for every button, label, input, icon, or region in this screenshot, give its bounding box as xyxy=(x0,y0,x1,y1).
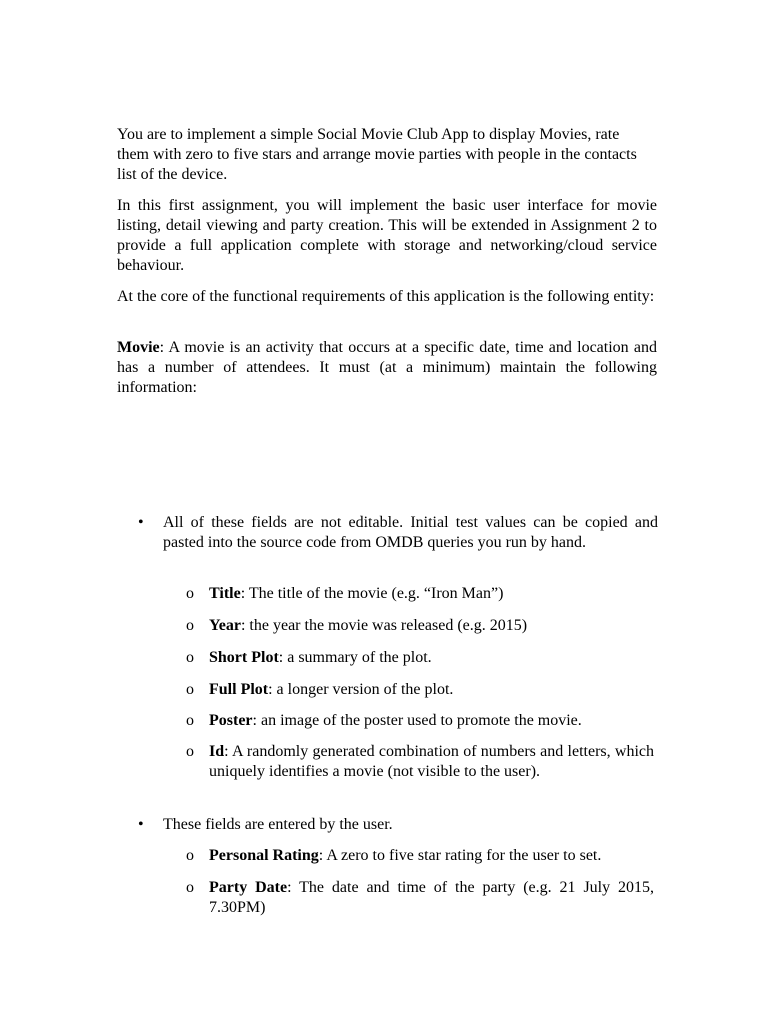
field-text xyxy=(209,680,654,700)
field-item-poster xyxy=(186,711,654,731)
field-item-year xyxy=(186,616,654,636)
field-text xyxy=(209,711,654,731)
field-text xyxy=(209,846,654,866)
assignment-paragraph: In this first assignment, you will implement the basic user interface for movie listing, detail viewing and party creation. This will be extended in Assignment 2 to provide a full application complete with storage and networking/cloud service behaviour. xyxy=(117,197,657,274)
intro-paragraph: You are to implement a simple Social Movie Club App to display Movies, rate them with zero to five stars and arrange movie parties with people in the contacts list of the device. xyxy=(117,126,637,183)
field-item-personal-rating xyxy=(186,846,654,866)
field-item-id xyxy=(186,742,654,782)
field-item-short-plot xyxy=(186,648,654,668)
field-description: : A zero to five star rating for the user to set. xyxy=(318,847,602,864)
field-term: Title xyxy=(209,585,241,602)
field-item-party-date xyxy=(186,878,654,918)
field-description: : A randomly generated combination of numbers and letters, which uniquely identifies a movie (not visible to the user). xyxy=(209,743,654,780)
field-term: Poster xyxy=(209,712,253,729)
field-description: : a longer version of the plot. xyxy=(268,681,454,698)
sub-bullet-icon: o xyxy=(186,649,194,666)
sub-bullet-icon: o xyxy=(186,879,194,896)
sub-bullet-icon: o xyxy=(186,617,194,634)
sub-bullet-icon: o xyxy=(186,743,194,760)
sub-bullet-icon: o xyxy=(186,712,194,729)
field-description: : The date and time of the party (e.g. 21 July 2015, 7.30PM) xyxy=(209,879,655,916)
field-term: Year xyxy=(209,617,241,634)
field-description: : The title of the movie (e.g. “Iron Man”) xyxy=(240,585,504,602)
movie-term: Movie xyxy=(117,339,160,356)
bullet-icon: • xyxy=(138,514,144,531)
field-text xyxy=(209,878,654,918)
bullet-text: These fields are entered by the user. xyxy=(163,816,393,833)
field-term: Short Plot xyxy=(209,649,279,666)
field-description: : a summary of the plot. xyxy=(278,649,432,666)
field-item-title xyxy=(186,584,654,604)
field-text xyxy=(209,742,654,782)
field-item-full-plot xyxy=(186,680,654,700)
field-text xyxy=(209,648,654,668)
sub-bullet-icon: o xyxy=(186,681,194,698)
field-term: Personal Rating xyxy=(209,847,319,864)
field-term: Party Date xyxy=(209,879,288,896)
sub-bullet-icon: o xyxy=(186,585,194,602)
field-description: : the year the movie was released (e.g. 2015) xyxy=(240,617,528,634)
bullet-item-user-entered xyxy=(138,815,658,835)
sub-bullet-icon: o xyxy=(186,847,194,864)
bullet-item-non-editable xyxy=(138,513,658,553)
core-requirements-paragraph: At the core of the functional requirements of this application is the following entity: xyxy=(117,288,655,305)
bullet-icon: • xyxy=(138,816,144,833)
field-text xyxy=(209,616,654,636)
field-term: Full Plot xyxy=(209,681,269,698)
field-text xyxy=(209,584,654,604)
movie-definition-text: : A movie is an activity that occurs at a specific date, time and location and has a number of attendees. It must (at a minimum) maintain the following information: xyxy=(117,339,657,396)
bullet-text: All of these fields are not editable. Initial test values can be copied and pasted into the source code from OMDB queries you run by hand. xyxy=(163,514,658,551)
field-description: : an image of the poster used to promote the movie. xyxy=(252,712,582,729)
field-term: Id xyxy=(209,743,225,760)
movie-definition-paragraph xyxy=(117,338,657,398)
